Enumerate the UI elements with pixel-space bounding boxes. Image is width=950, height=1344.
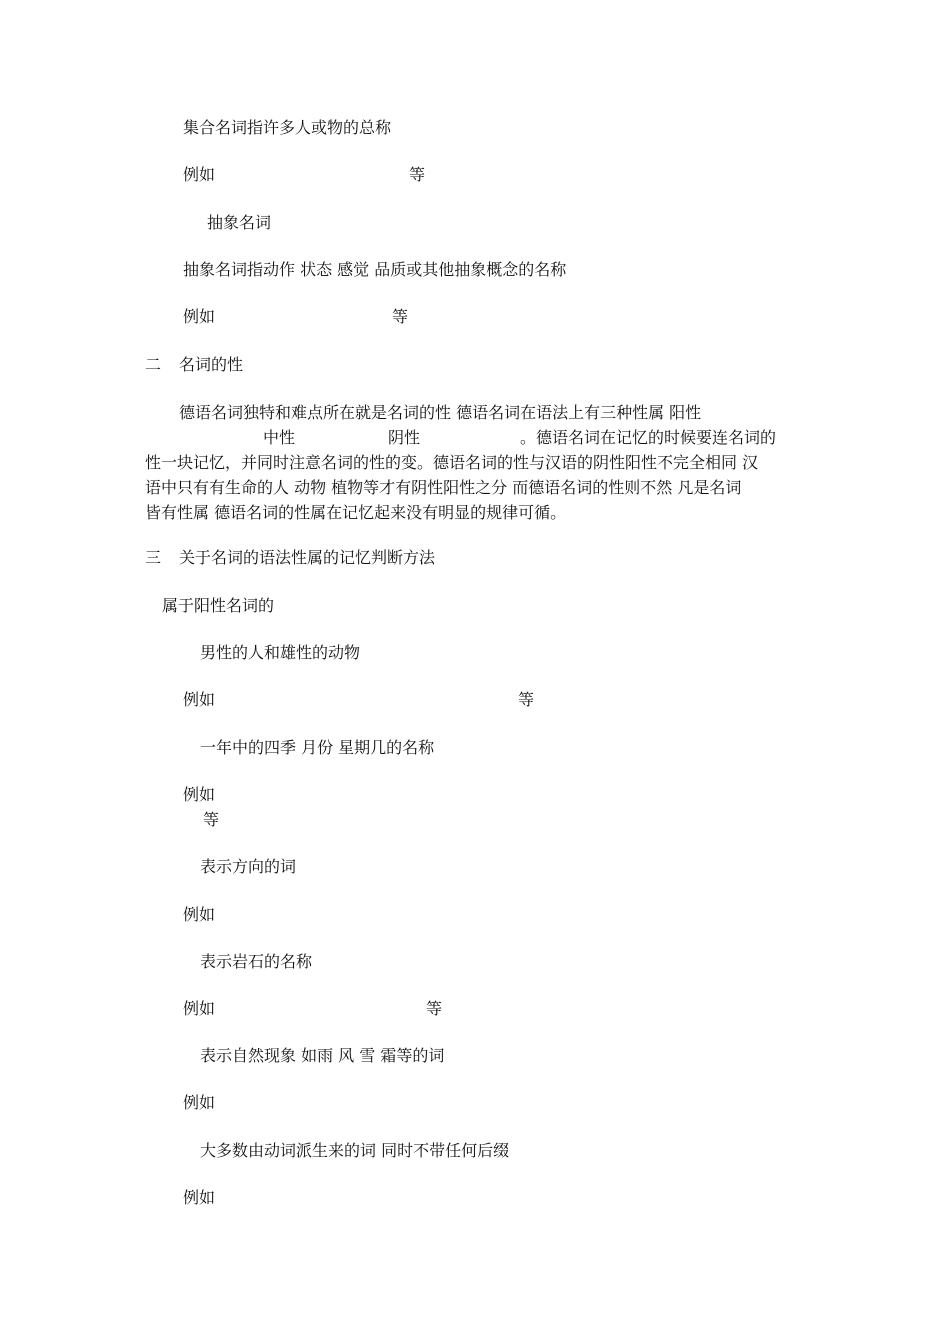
example-label: 例如 bbox=[183, 785, 216, 804]
example-label: 例如 bbox=[183, 1093, 216, 1112]
section2-para-feminine: 阴性 bbox=[388, 428, 421, 447]
section3-title: 关于名词的语法性属的记忆判断方法 bbox=[179, 548, 436, 567]
section2-para-line-4: 语中只有有生命的人 动物 植物等才有阴性阳性之分 而德语名词的性则不然 凡是名词 bbox=[145, 478, 742, 497]
rule-item: 大多数由动词派生来的词 同时不带任何后缀 bbox=[200, 1141, 510, 1160]
rule-item: 一年中的四季 月份 星期几的名称 bbox=[200, 738, 435, 757]
example-label: 例如 bbox=[183, 1188, 216, 1207]
section2-para-line-1: 德语名词独特和难点所在就是名词的性 德语名词在语法上有三种性属 阳性 bbox=[179, 403, 702, 422]
abstract-definition: 抽象名词指动作 状态 感觉 品质或其他抽象概念的名称 bbox=[183, 260, 567, 279]
section3-number: 三 bbox=[145, 548, 162, 567]
example-etc: 等 bbox=[518, 690, 535, 709]
abstract-example-label: 例如 bbox=[183, 307, 216, 326]
section2-number: 二 bbox=[145, 355, 162, 374]
section3-subheading: 属于阳性名词的 bbox=[162, 596, 275, 615]
collective-example-etc: 等 bbox=[409, 165, 426, 184]
section2-para-line-2-end: 。德语名词在记忆的时候要连名词的 bbox=[520, 428, 777, 447]
rule-item: 表示岩石的名称 bbox=[200, 952, 313, 971]
collective-definition: 集合名词指许多人或物的总称 bbox=[183, 118, 392, 137]
example-label: 例如 bbox=[183, 690, 216, 709]
rule-item: 表示自然现象 如雨 风 雪 霜等的词 bbox=[200, 1046, 445, 1065]
example-label: 例如 bbox=[183, 905, 216, 924]
rule-item: 表示方向的词 bbox=[200, 857, 297, 876]
example-label: 例如 bbox=[183, 999, 216, 1018]
rule-item: 男性的人和雄性的动物 bbox=[200, 643, 361, 662]
section2-title: 名词的性 bbox=[179, 355, 244, 374]
section2-para-line-3: 性一块记忆，并同时注意名词的性的变。德语名词的性与汉语的阴性阳性不完全相同 汉 bbox=[145, 453, 759, 472]
example-etc: 等 bbox=[426, 999, 443, 1018]
section2-para-neuter: 中性 bbox=[263, 428, 296, 447]
abstract-example-etc: 等 bbox=[392, 307, 409, 326]
collective-example-label: 例如 bbox=[183, 165, 216, 184]
section2-para-line-5: 皆有性属 德语名词的性属在记忆起来没有明显的规律可循。 bbox=[145, 503, 567, 522]
example-etc: 等 bbox=[203, 810, 220, 829]
abstract-heading: 抽象名词 bbox=[207, 213, 272, 232]
